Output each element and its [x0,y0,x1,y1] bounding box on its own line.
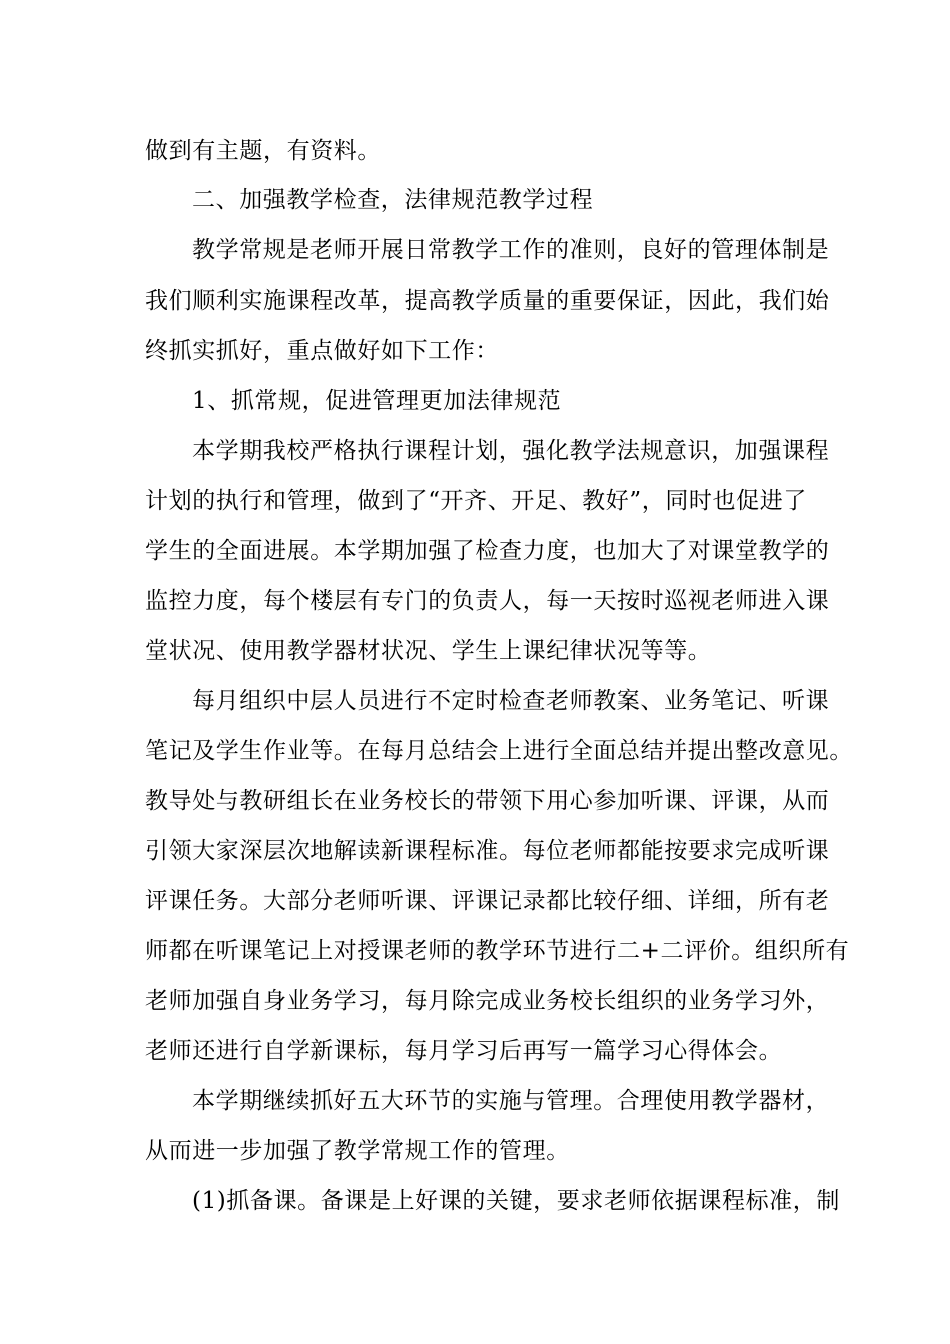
text-line-8: 计划的执行和管理，做到了“开齐、开足、教好”，同时也促进了 [145,488,807,514]
subsection-heading-1: 1、抓常规，促进管理更加法律规范 [192,388,562,414]
text-line-17: 师都在听课笔记上对授课老师的教学环节进行二+二评价。组织所有 [145,938,850,964]
text-line-12: 每月组织中层人员进行不定时检查老师教案、业务笔记、听课 [192,688,830,714]
text-line-19: 老师还进行自学新课标，每月学习后再写一篇学习心得体会。 [145,1038,783,1064]
text-line-22: (1)抓备课。备课是上好课的关键，要求老师依据课程标准，制 [192,1188,840,1214]
text-line-1: 做到有主题，有资料。 [145,138,381,164]
text-line-13: 笔记及学生作业等。在每月总结会上进行全面总结并提出整改意见。 [145,738,853,764]
text-line-5: 终抓实抓好，重点做好如下工作： [145,338,499,364]
text-line-14: 教导处与教研组长在业务校长的带领下用心参加听课、评课，从而 [145,788,830,814]
text-line-15: 引领大家深层次地解读新课程标准。每位老师都能按要求完成听课 [145,838,830,864]
text-line-21: 从而进一步加强了教学常规工作的管理。 [145,1138,570,1164]
text-line-9: 学生的全面进展。本学期加强了检查力度，也加大了对课堂教学的 [145,538,830,564]
text-line-16: 评课任务。大部分老师听课、评课记录都比较仔细、详细，所有老 [145,888,830,914]
text-line-3: 教学常规是老师开展日常教学工作的准则，良好的管理体制是 [192,237,830,263]
text-line-10: 监控力度，每个楼层有专门的负责人，每一天按时巡视老师进入课 [145,588,830,614]
section-heading-2: 二、加强教学检查，法律规范教学过程 [192,187,594,213]
text-line-7: 本学期我校严格执行课程计划，强化教学法规意识，加强课程 [192,438,830,464]
text-line-20: 本学期继续抓好五大环节的实施与管理。合理使用教学器材， [192,1088,830,1114]
text-line-18: 老师加强自身业务学习，每月除完成业务校长组织的业务学习外， [145,988,830,1014]
text-line-4: 我们顺利实施课程改革，提高教学质量的重要保证，因此，我们始 [145,288,830,314]
text-line-11: 堂状况、使用教学器材状况、学生上课纪律状况等等。 [145,638,712,664]
